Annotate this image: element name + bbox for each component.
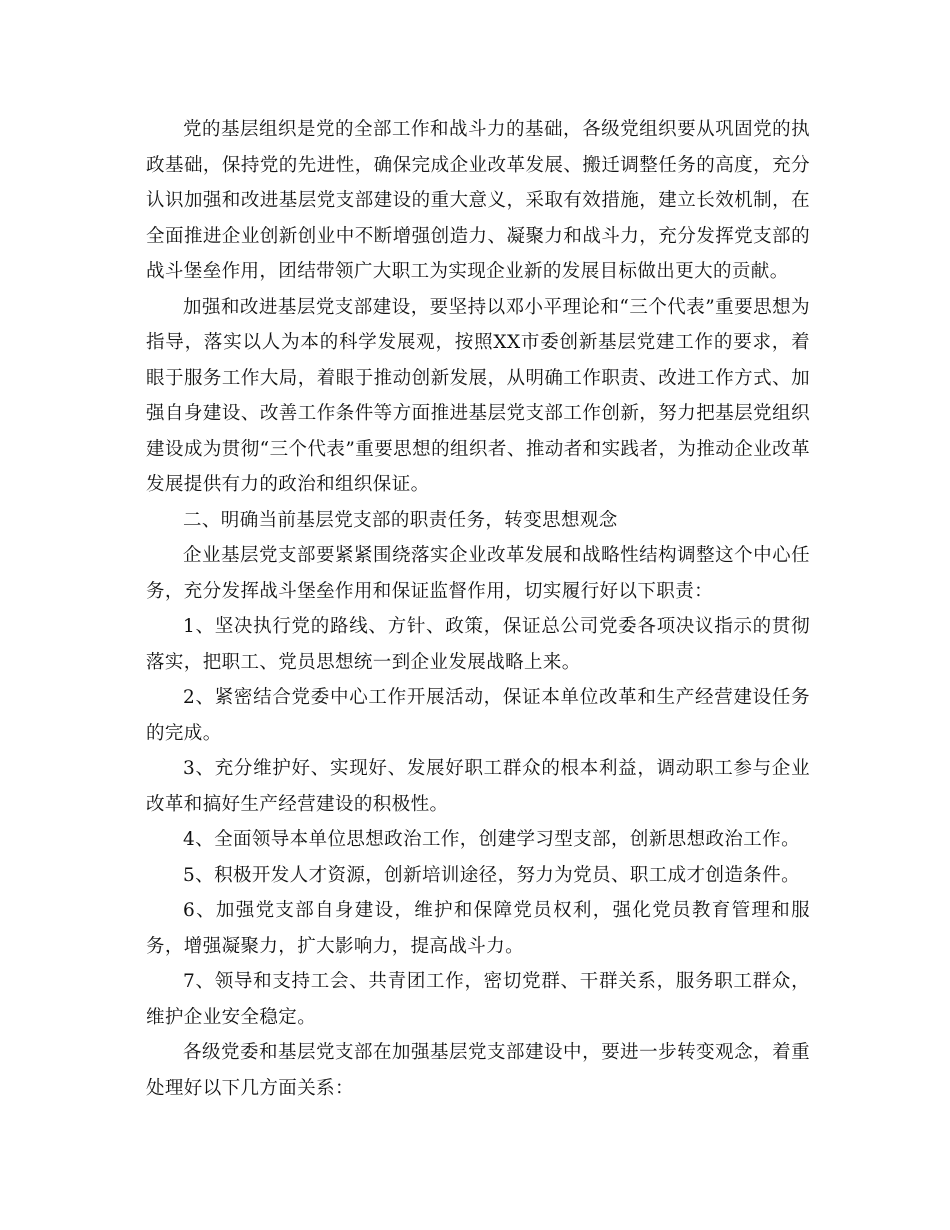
paragraph-guiding-principles: 加强和改进基层党支部建设，要坚持以邓小平理论和“三个代表”重要思想为指导，落实以人为本的科学发展观，按照XX市委创新基层党建工作的要求，着眼于服务工作大局，着眼于推动创新发展，从明确工作职责、改进工作方式、加强自身建设、改善工作条件等方面推进基层党支部工作创新，努力把基层党组织建设成为贯彻“三个代表”重要思想的组织者、推动者和实践者，为推动企业改革发展提供有力的政治和组织保证。 (146, 296, 810, 495)
duty-item-5: 5、积极开发人才资源，创新培训途径，努力为党员、职工成才创造条件。 (183, 864, 800, 886)
duty-item-1: 1、坚决执行党的路线、方针、政策，保证总公司党委各项决议指示的贯彻落实，把职工、党员思想统一到企业发展战略上来。 (146, 616, 810, 673)
paragraph-intro-foundation: 党的基层组织是党的全部工作和战斗力的基础，各级党组织要从巩固党的执政基础，保持党的先进性，确保完成企业改革发展、搬迁调整任务的高度，充分认识加强和改进基层党支部建设的重大意义，采取有效措施，建立长效机制，在全面推进企业创新创业中不断增强创造力、凝聚力和战斗力，充分发挥党支部的战斗堡垒作用，团结带领广大职工为实现企业新的发展目标做出更大的贡献。 (146, 119, 810, 282)
duty-item-7: 7、领导和支持工会、共青团工作，密切党群、干群关系，服务职工群众，维护企业安全稳定。 (146, 971, 810, 1028)
paragraph-relationships-intro: 各级党委和基层党支部在加强基层党支部建设中，要进一步转变观念，着重处理好以下几方面关系： (146, 1042, 810, 1099)
document-body (146, 112, 810, 1106)
duty-item-6: 6、加强党支部自身建设，维护和保障党员权利，强化党员教育管理和服务，增强凝聚力，扩大影响力，提高战斗力。 (146, 900, 810, 957)
section-heading-2: 二、明确当前基层党支部的职责任务，转变思想观念 (183, 509, 618, 531)
duty-item-4: 4、全面领导本单位思想政治工作，创建学习型支部，创新思想政治工作。 (183, 829, 800, 850)
paragraph-duties-intro: 企业基层党支部要紧紧围绕落实企业改革发展和战略性结构调整这个中心任务，充分发挥战斗堡垒作用和保证监督作用，切实履行好以下职责： (146, 545, 810, 602)
duty-item-2: 2、紧密结合党委中心工作开展活动，保证本单位改革和生产经营建设任务的完成。 (146, 687, 810, 744)
duty-item-3: 3、充分维护好、实现好、发展好职工群众的根本利益，调动职工参与企业改革和搞好生产经营建设的积极性。 (146, 758, 810, 815)
